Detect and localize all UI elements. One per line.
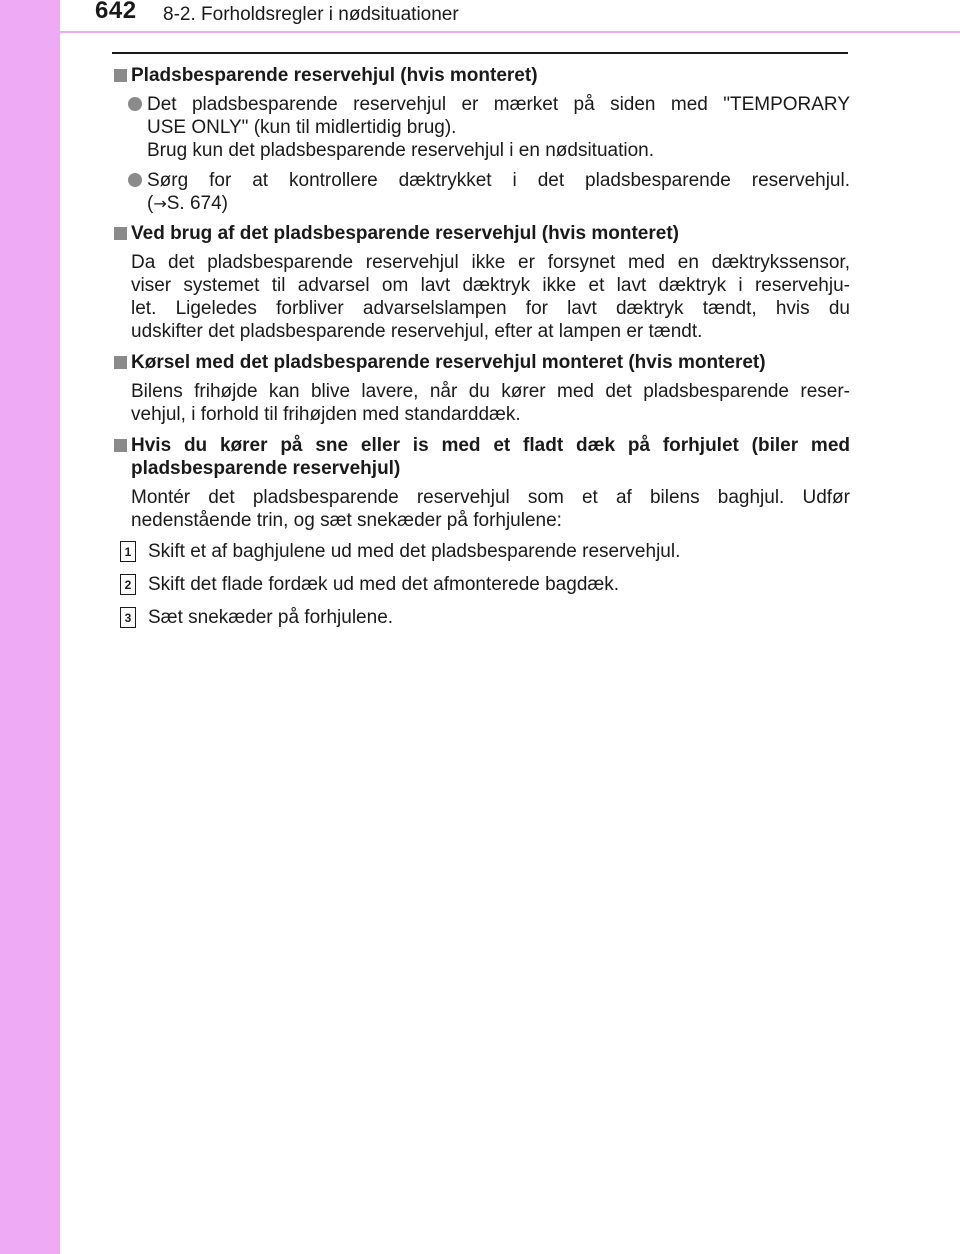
step-number-badge: 1 xyxy=(120,541,136,562)
bullet-line: Brug kun det pladsbesparende reservehjul i en nødsituation. xyxy=(147,140,654,161)
section-heading xyxy=(112,434,850,480)
step-item xyxy=(112,573,850,596)
reference-text: S. 674) xyxy=(166,193,228,214)
bullet-item xyxy=(112,169,850,215)
section-heading-text: Ved brug af det pladsbesparende reservehjul (hvis monteret) xyxy=(131,223,679,244)
paragraph-line: Bilens frihøjde kan blive lavere, når du kører med det pladsbesparende reser- xyxy=(131,381,850,402)
step-item xyxy=(112,540,850,563)
section-heading xyxy=(112,64,850,87)
paragraph-line: let. Ligeledes forbliver advarselslampen for lavt dæktryk tændt, hvis du xyxy=(131,298,850,319)
step-text: Skift det flade fordæk ud med det afmonterede bagdæk. xyxy=(148,574,620,595)
bullet-item xyxy=(112,93,850,162)
chapter-sidebar-tab xyxy=(0,0,60,1254)
step-item xyxy=(112,606,850,629)
header-divider xyxy=(112,52,848,54)
bullet-line: USE ONLY" (kun til midlertidig brug). xyxy=(147,117,457,138)
page-number: 642 xyxy=(95,0,137,24)
paragraph xyxy=(112,486,850,532)
paragraph-line: nedenstående trin, og sæt snekæder på forhjulene: xyxy=(131,510,562,531)
square-bullet-icon xyxy=(114,227,127,240)
page-content xyxy=(112,64,850,639)
paragraph-line: udskifter det pladsbesparende reservehjul, efter at lampen er tændt. xyxy=(131,321,703,342)
step-number-badge: 3 xyxy=(120,607,136,628)
paragraph-line: vehjul, i forhold til frihøjden med standarddæk. xyxy=(131,404,521,425)
section-heading xyxy=(112,351,850,374)
paragraph-line: Montér det pladsbesparende reservehjul som et af bilens baghjul. Udfør xyxy=(131,487,850,508)
square-bullet-icon xyxy=(114,356,127,369)
square-bullet-icon xyxy=(114,69,127,82)
paragraph xyxy=(112,251,850,343)
section-heading-text: Pladsbesparende reservehjul (hvis monteret) xyxy=(131,65,538,86)
page-reference[interactable] xyxy=(147,192,850,215)
step-number-badge: 2 xyxy=(120,574,136,595)
chapter-title: 8-2. Forholdsregler i nødsituationer xyxy=(163,4,459,25)
step-text: Sæt snekæder på forhjulene. xyxy=(148,607,394,628)
square-bullet-icon xyxy=(114,439,127,452)
step-text: Skift et af baghjulene ud med det pladsbesparende reservehjul. xyxy=(148,541,681,562)
bullet-line: Sørg for at kontrollere dæktrykket i det pladsbesparende reservehjul. xyxy=(147,170,850,191)
paragraph xyxy=(112,380,850,426)
circle-bullet-icon xyxy=(128,97,142,111)
paragraph-line: Da det pladsbesparende reservehjul ikke er forsynet med en dæktrykssensor, xyxy=(131,252,850,273)
section-heading-text: pladsbesparende reservehjul) xyxy=(131,458,401,479)
paragraph-line: viser systemet til advarsel om lavt dæktryk ikke et lavt dæktryk i reservehju- xyxy=(131,275,850,296)
circle-bullet-icon xyxy=(128,173,142,187)
section-heading-text: Hvis du kører på sne eller is med et fladt dæk på forhjulet (biler med xyxy=(131,435,850,456)
bullet-line: Det pladsbesparende reservehjul er mærket på siden med "TEMPORARY xyxy=(147,94,850,115)
section-heading xyxy=(112,222,850,245)
reference-paren: ( xyxy=(147,193,154,214)
arrow-right-icon: → xyxy=(153,194,167,213)
section-heading-text: Kørsel med det pladsbesparende reservehjul monteret (hvis monteret) xyxy=(131,352,766,373)
